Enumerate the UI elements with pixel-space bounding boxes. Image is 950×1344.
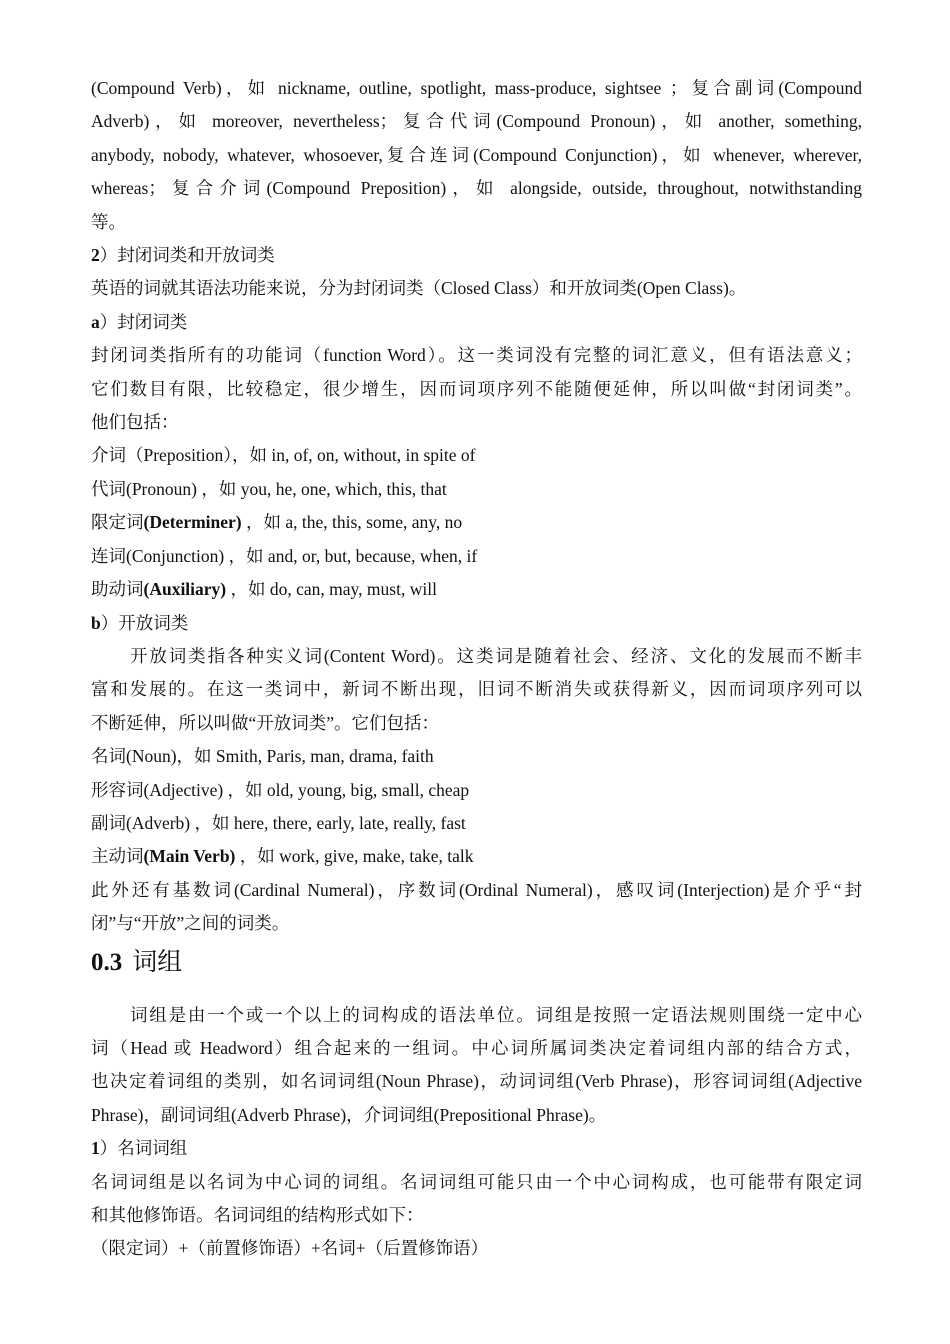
line-text: 开放词类指各种实义词(Content Word)。这类词是随着社会、经济、文化的发展而不断丰 [130,645,862,666]
text-line [91,272,862,305]
line-text: 英语的词就其语法功能来说，分为封闭词类（Closed Class）和开放词类(Open Class)。 [91,278,747,299]
line-text: 和其他修饰语。名词词组的结构形式如下： [91,1205,424,1225]
line-text: anybody, nobody, whatever, whosoever,复合连词(Compound Conjunction)，如 whenever, wherever, [91,144,862,165]
text-line [91,72,862,105]
text-line [91,1065,862,1098]
line-text: 不断延伸，所以叫做“开放词类”。它们包括： [91,712,440,733]
text-line [91,339,862,372]
bold-term: a [91,311,100,332]
text-line [91,640,862,673]
text-block-word-classes [91,72,862,941]
line-text: ，如 work, give, make, take, talk [235,846,474,867]
line-text: （限定词）+（前置修饰语）+名词+（后置修饰语） [91,1238,489,1259]
bold-term: (Auxiliary) [143,579,227,600]
line-prefix: 限定词 [91,512,144,533]
text-line [91,740,862,773]
line-prefix: 主动词 [91,846,144,867]
text-line [91,999,862,1032]
line-prefix: 助动词 [91,579,144,600]
line-text: 富和发展的。在这一类词中，新词不断出现，旧词不断消失或获得新义，因而词项序列可以 [91,679,862,700]
text-line [91,439,862,472]
line-text: 连词(Conjunction) ，如 and, or, but, because, when, if [91,545,478,566]
text-line [91,1199,862,1232]
text-line [91,139,862,172]
bold-term: b [91,612,101,633]
text-line [91,774,862,807]
line-text: 词（Head 或 Headword）组合起来的一组词。中心词所属词类决定着词组内部的结合方式， [91,1037,862,1058]
bold-term: 1 [91,1138,100,1159]
text-line [91,206,862,239]
text-line [91,406,862,439]
text-line [91,1232,862,1265]
section-title: 词组 [132,948,183,976]
text-line [91,840,862,873]
text-line [91,907,862,940]
text-line [91,172,862,205]
text-line [91,1099,862,1132]
text-line [91,1132,862,1165]
line-text: 此外还有基数词(Cardinal Numeral)，序数词(Ordinal Numeral)，感叹词(Interjection)是介乎“封 [91,879,862,900]
line-text: ）名词词组 [99,1138,188,1159]
line-text: ）封闭词类和开放词类 [99,245,275,266]
line-text: Adverb)，如 moreover, nevertheless；复合代词(Compound Pronoun)，如 another, something, [91,111,862,132]
text-line [91,573,862,606]
text-line [91,540,862,573]
text-line [91,807,862,840]
text-line [91,306,862,339]
text-line [91,105,862,138]
text-line [91,874,862,907]
line-text: 副词(Adverb) ，如 here, there, early, late, really, fast [91,812,466,833]
line-text: Phrase)，副词词组(Adverb Phrase)，介词词组(Prepositional Phrase)。 [91,1104,607,1125]
text-line [91,1166,862,1199]
bold-term: 2 [91,245,100,266]
line-text: 封闭词类指所有的功能词（function Word）。这一类词没有完整的词汇意义，但有语法意义； [91,345,862,366]
line-text: 形容词(Adjective) ，如 old, young, big, small, cheap [91,779,470,800]
line-text: 词组是由一个或一个以上的词构成的语法单位。词组是按照一定语法规则围绕一定中心 [130,1004,862,1025]
line-text: ，如 a, the, this, some, any, no [241,512,463,533]
line-text: 等。 [91,211,126,232]
line-text: ）开放词类 [100,612,189,633]
line-text: (Compound Verb)，如 nickname, outline, spotlight, mass-produce, sightsee ；复合副词(Compound [91,78,862,98]
line-text: 介词（Preposition），如 in, of, on, without, in spite of [91,445,476,466]
line-text: 也决定着词组的类别，如名词词组(Noun Phrase)，动词词组(Verb Phrase)，形容词词组(Adjective [91,1071,862,1092]
text-line [91,673,862,706]
text-line [91,373,862,406]
text-line [91,707,862,740]
text-line [91,506,862,539]
line-text: 名词词组是以名词为中心词的词组。名词词组可能只由一个中心词构成，也可能带有限定词 [91,1171,862,1192]
section-number: 0.3 [91,948,123,976]
line-text: ）封闭词类 [99,311,188,332]
text-line [91,473,862,506]
text-line [91,1032,862,1065]
line-text: whereas；复合介词(Compound Preposition)，如 alongside, outside, throughout, notwithstanding [91,178,862,199]
text-line [91,607,862,640]
line-text: 它们数目有限，比较稳定，很少增生，因而词项序列不能随便延伸，所以叫做“封闭词类”。 [91,378,862,399]
text-block-phrases [91,999,862,1266]
line-text: ，如 do, can, may, must, will [226,579,437,600]
section-heading [91,941,862,985]
bold-term: (Determiner) [143,512,242,533]
line-text: 代词(Pronoun) ，如 you, he, one, which, this, that [91,478,447,499]
line-text: 闭”与“开放”之间的词类。 [91,913,290,934]
bold-term: (Main Verb) [143,846,236,867]
line-text: 他们包括： [91,412,179,433]
line-text: 名词(Noun)，如 Smith, Paris, man, drama, faith [91,746,434,767]
text-line [91,239,862,272]
